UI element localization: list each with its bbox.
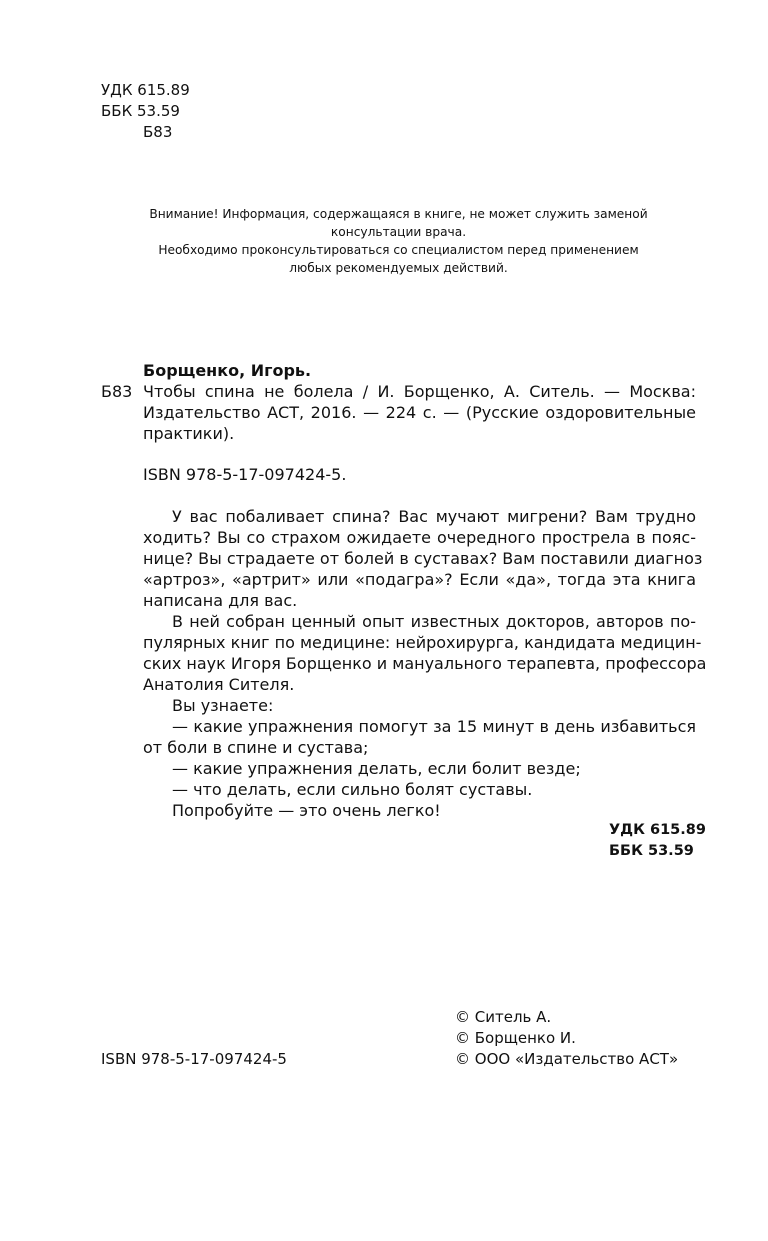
- bbk-header: ББК 53.59: [101, 102, 180, 120]
- annotation-line: У вас побаливает спина? Вас мучают мигрени? Вам трудно: [172, 507, 696, 526]
- bbk-classification: ББК 53.59: [609, 843, 694, 859]
- catalog-author: Борщенко, Игорь.: [143, 361, 312, 380]
- annotation-line: — что делать, если сильно болят суставы.: [172, 780, 533, 799]
- warning-line: Необходимо проконсультироваться со специалистом перед применением: [158, 243, 639, 257]
- annotation-line: нице? Вы страдаете от болей в суставах? Вам поставили диагноз: [143, 549, 703, 568]
- annotation-line: ских наук Игоря Борщенко и мануального терапевта, профессора: [143, 654, 707, 673]
- warning-line: любых рекомендуемых действий.: [289, 261, 508, 275]
- udk-header: УДК 615.89: [101, 81, 190, 99]
- annotation-line: «артроз», «артрит» или «подагра»? Если «да», тогда эта книга: [143, 570, 696, 589]
- warning-line: консультации врача.: [330, 225, 467, 239]
- annotation-line: — какие упражнения делать, если болит везде;: [172, 759, 581, 778]
- medical-warning: [100, 205, 697, 277]
- title-line: Чтобы спина не болела / И. Борщенко, А. Ситель. — Москва:: [143, 382, 696, 401]
- annotation-line: ходить? Вы со страхом ожидаете очередного прострела в пояс-: [143, 528, 696, 547]
- title-line: Издательство АСТ, 2016. — 224 с. — (Русские оздоровительные: [143, 403, 696, 422]
- udk-classification: УДК 615.89: [609, 822, 706, 838]
- copyright-line: © Ситель А.: [455, 1008, 552, 1026]
- author-code-header: Б83: [143, 123, 173, 141]
- catalog-isbn: ISBN 978-5-17-097424-5.: [143, 465, 347, 484]
- annotation-line: Попробуйте — это очень легко!: [172, 801, 441, 820]
- annotation-line: от боли в спине и сустава;: [143, 738, 369, 757]
- annotation-line: написана для вас.: [143, 591, 298, 610]
- warning-line: Внимание! Информация, содержащаяся в книге, не может служить заменой: [149, 207, 648, 221]
- catalog-code: Б83: [101, 382, 133, 401]
- annotation-line: — какие упражнения помогут за 15 минут в день избавиться: [172, 717, 696, 736]
- copyright-line: © ООО «Издательство АСТ»: [455, 1050, 679, 1068]
- title-line: практики).: [143, 424, 235, 443]
- annotation-line: Вы узнаете:: [172, 696, 274, 715]
- isbn-footer: ISBN 978-5-17-097424-5: [101, 1050, 287, 1068]
- annotation-line: Анатолия Сителя.: [143, 675, 295, 694]
- annotation-line: В ней собран ценный опыт известных докторов, авторов по-: [172, 612, 696, 631]
- annotation: [143, 506, 707, 821]
- annotation-line: пулярных книг по медицине: нейрохирурга, кандидата медицин-: [143, 633, 702, 652]
- catalog-title: [143, 381, 696, 444]
- copyright-line: © Борщенко И.: [455, 1029, 576, 1047]
